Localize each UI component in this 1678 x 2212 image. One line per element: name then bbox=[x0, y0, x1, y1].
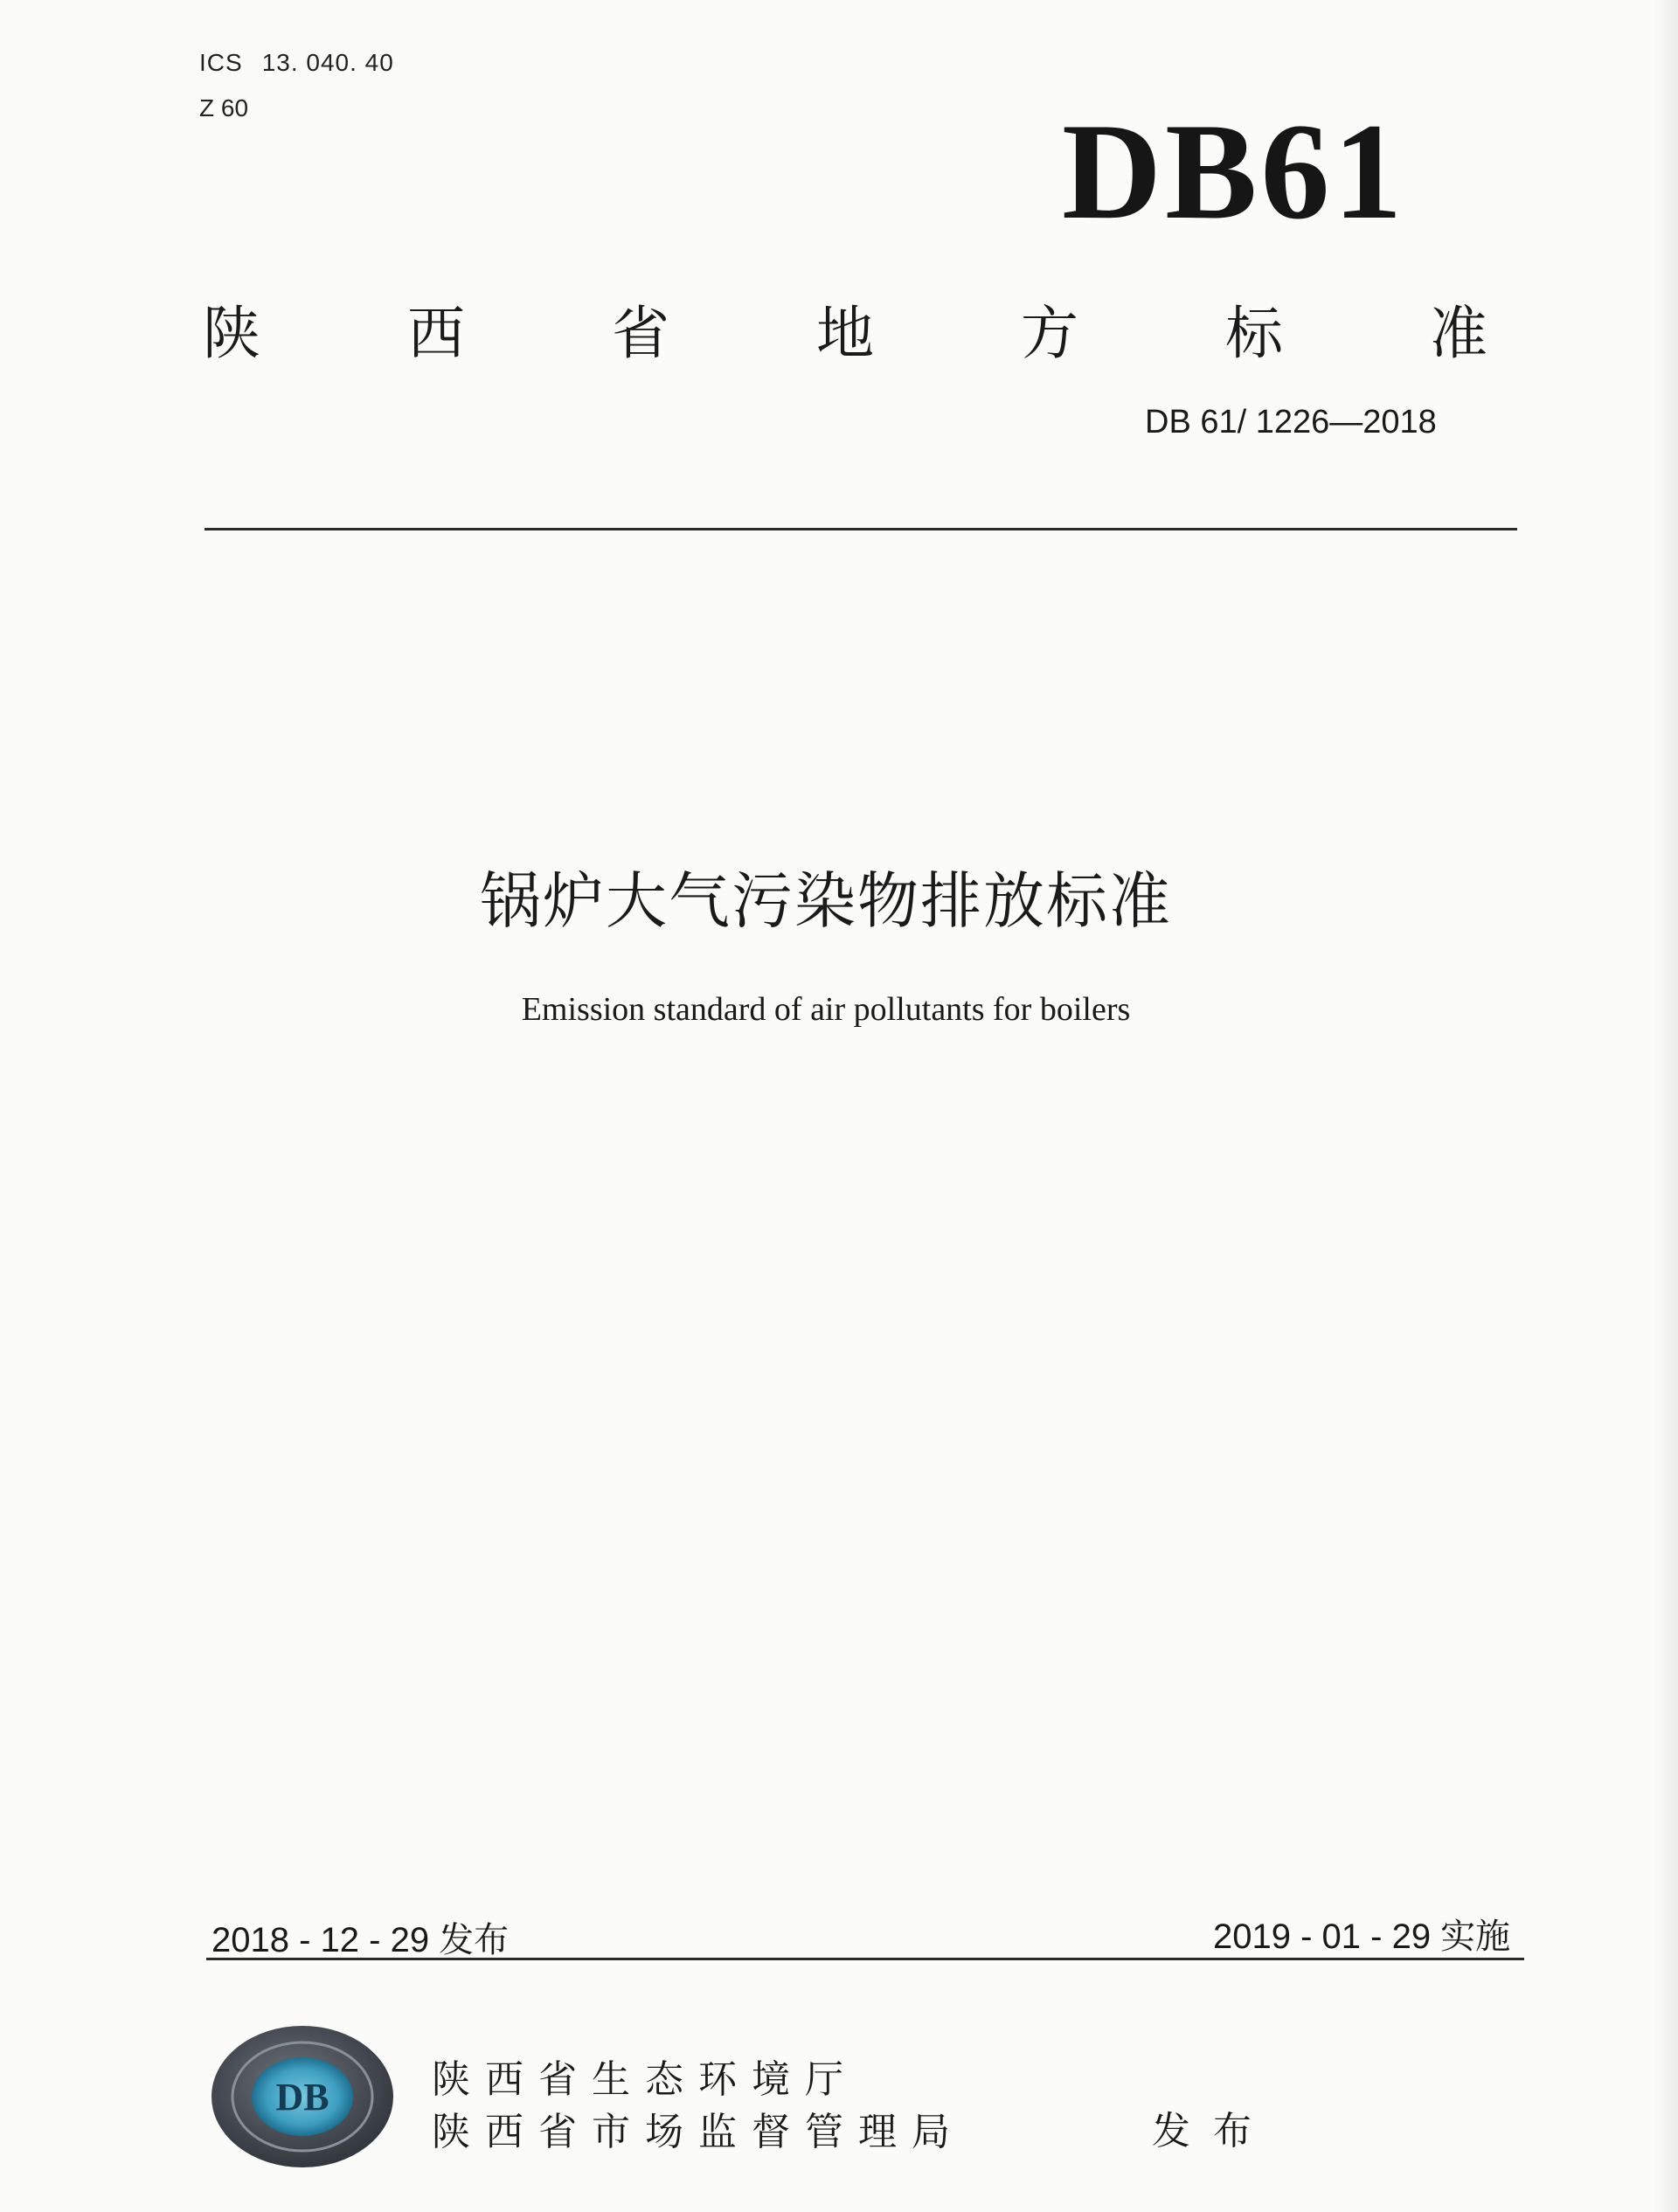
standard-type-char: 西 bbox=[407, 300, 465, 367]
standard-type-char: 准 bbox=[1430, 300, 1487, 367]
standard-number: DB 61/ 1226—2018 bbox=[1145, 404, 1437, 440]
standard-type-char: 陕 bbox=[203, 300, 260, 367]
ccs-code: Z 60 bbox=[199, 94, 249, 121]
implementation-date: 2019 - 01 - 29 实施 bbox=[1213, 1917, 1511, 1956]
standard-type-char: 地 bbox=[816, 300, 874, 367]
seal-text: DB bbox=[275, 2076, 329, 2118]
ics-number: 13. 040. 40 bbox=[261, 49, 394, 76]
ics-code bbox=[199, 49, 394, 77]
ics-label: ICS bbox=[199, 49, 243, 76]
official-seal-icon bbox=[210, 2024, 395, 2169]
top-divider bbox=[205, 528, 1517, 530]
standard-type bbox=[203, 287, 1487, 370]
issuer-market-regulation: 陕西省市场监督管理局 bbox=[432, 2110, 965, 2154]
issuer-environment-dept: 陕西省生态环境厅 bbox=[432, 2057, 858, 2102]
publish-label: 发布 bbox=[1152, 2109, 1274, 2153]
scan-edge-shadow bbox=[1654, 0, 1678, 2212]
standard-type-char: 方 bbox=[1021, 300, 1078, 367]
document-title-en: Emission standard of air pollutants for boilers bbox=[521, 991, 1131, 1028]
standard-type-char: 标 bbox=[1225, 300, 1283, 367]
standard-type-char: 省 bbox=[612, 300, 669, 367]
bottom-divider bbox=[206, 1958, 1524, 1960]
document-title-zh: 锅炉大气污染物排放标准 bbox=[480, 865, 1172, 937]
issue-date: 2018 - 12 - 29 发布 bbox=[211, 1921, 510, 1959]
db-logo: DB61 bbox=[1062, 95, 1406, 248]
